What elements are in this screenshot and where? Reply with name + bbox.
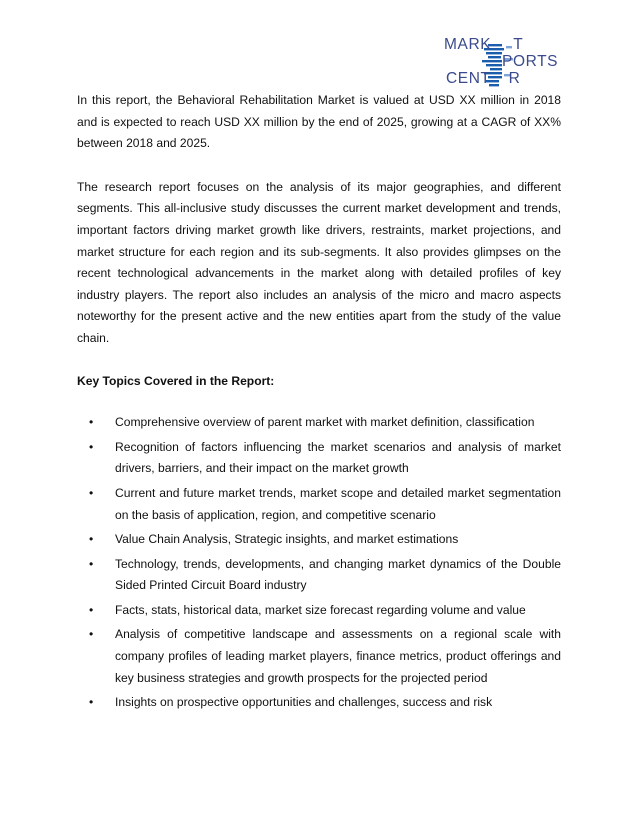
key-topics-heading: Key Topics Covered in the Report:	[77, 373, 275, 388]
bullet-icon: •	[89, 556, 94, 571]
logo-text-center: CENT R	[446, 70, 521, 87]
bullet-icon: •	[89, 439, 94, 454]
bullet-icon: •	[89, 695, 94, 710]
list-item: • Facts, stats, historical data, market size forecast regarding volume and value	[77, 600, 561, 622]
list-item: • Analysis of competitive landscape and assessments on a regional scale with company profiles of leading market players, finance metrics, product offerings and key business strategies and growth prospects for the projected period	[77, 624, 561, 689]
logo-text-reports: PORTS	[502, 53, 559, 70]
list-item: • Technology, trends, developments, and changing market dynamics of the Double Sided Printed Circuit Board industry	[77, 554, 561, 597]
bullet-icon: •	[89, 627, 94, 642]
bullet-icon: •	[89, 532, 94, 547]
key-topics-list	[77, 412, 561, 714]
list-item: • Insights on prospective opportunities and challenges, success and risk	[77, 692, 561, 714]
list-item: • Value Chain Analysis, Strategic insights, and market estimations	[77, 529, 561, 551]
bullet-icon: •	[89, 485, 94, 500]
company-logo	[444, 36, 566, 88]
intro-paragraph: In this report, the Behavioral Rehabilitation Market is valued at USD XX million in 2018 and is expected to reach USD XX million by the end of 2025, growing at a CAGR of XX% between 2018 and 2025.	[77, 93, 561, 151]
list-item: • Comprehensive overview of parent market with market definition, classification	[77, 412, 561, 434]
report-body	[77, 90, 561, 717]
list-item: • Current and future market trends, market scope and detailed market segmentation on the basis of application, region, and competitive scenario	[77, 483, 561, 526]
bullet-icon: •	[89, 602, 94, 617]
research-paragraph: The research report focuses on the analysis of its major geographies, and different segments. This all-inclusive study discusses the current market development and trends, important factors driving market growth like drivers, restraints, market projections, and market structure for each region and its sub-segments. It also provides glimpses on the recent technological advancements in the market along with detailed profiles of key industry players. The report also includes an analysis of the micro and macro aspects noteworthy for the present active and the new entities apart from the study of the value chain.	[77, 179, 561, 345]
bullet-icon: •	[89, 415, 94, 430]
list-item: • Recognition of factors influencing the market scenarios and analysis of market drivers, barriers, and their impact on the market growth	[77, 437, 561, 480]
logo-text-market: MARK T	[444, 36, 524, 53]
